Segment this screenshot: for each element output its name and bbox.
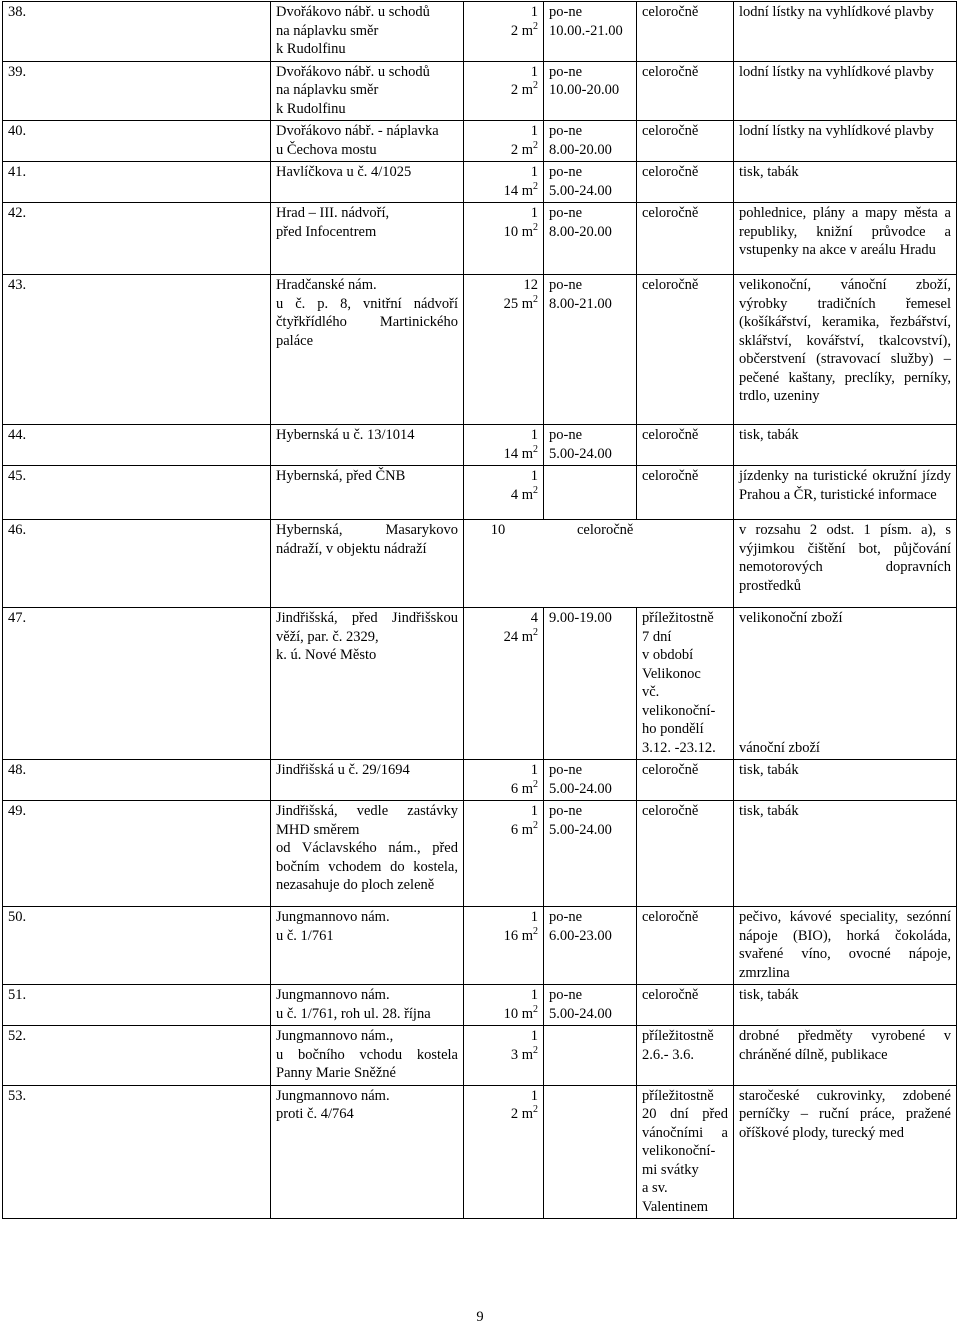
location-line: před Infocentrem <box>276 223 377 240</box>
table-row <box>3 801 957 907</box>
location-line: k Rudolfinu <box>276 100 346 117</box>
period-line: celoročně <box>642 427 699 443</box>
size-line: 1 <box>530 4 538 20</box>
row-number: 53. <box>3 1085 271 1219</box>
size-cell <box>464 985 544 1026</box>
time-cell <box>544 2 637 62</box>
size-line: 2 $m^2$ <box>510 139 538 158</box>
period-line: příležitostně <box>642 1087 714 1104</box>
size-line: 6 $m^2$ <box>510 778 538 797</box>
goods-line: jízdenky na turistické okružní jízdy Prahou a ČR, turistické informace <box>739 468 951 503</box>
time-line: po-ne <box>549 277 583 293</box>
size-line: 14 $m^2$ <box>503 443 538 462</box>
size-line: 2 $m^2$ <box>510 80 538 98</box>
size-cell <box>464 1026 544 1086</box>
location-line: proti č. 4/764 <box>276 1106 354 1122</box>
location-line: na náplavku směr <box>276 22 379 39</box>
location-line: Hrad – III. nádvoří, <box>276 205 390 221</box>
time-line: 8.00-21.00 <box>549 295 612 312</box>
goods-line: pečivo, kávové speciality, sezónní nápoje (BIO), horká čokoláda, svařené víno, ovocné nápoje, zmrzlina <box>739 909 951 981</box>
table-row <box>3 203 957 275</box>
location-cell <box>271 608 464 760</box>
period-cell <box>637 760 734 801</box>
goods-line <box>739 628 951 647</box>
size-line: 1 <box>530 1028 538 1044</box>
size-cell <box>464 466 544 520</box>
size-line: 1 <box>530 427 538 443</box>
time-line: po-ne <box>549 123 583 139</box>
period-cell <box>637 275 734 425</box>
time-line: 9.00-19.00 <box>549 610 612 626</box>
size-cell <box>464 162 544 203</box>
location-cell <box>271 1026 464 1086</box>
period-line: celoročně <box>642 164 699 180</box>
row-number: 40. <box>3 121 271 162</box>
period-cell <box>637 425 734 466</box>
goods-cell <box>734 2 957 62</box>
time-line: po-ne <box>549 987 583 1003</box>
size-cell <box>464 61 544 121</box>
time-line: po-ne <box>549 63 583 80</box>
size-cell <box>464 203 544 275</box>
goods-cell <box>734 121 957 162</box>
table-row <box>3 985 957 1026</box>
time-line: 8.00-20.00 <box>549 141 612 158</box>
period-cell <box>637 608 734 760</box>
time-line: 5.00-24.00 <box>549 1005 612 1022</box>
size-line: 12 <box>523 277 538 293</box>
size-cell <box>464 121 544 162</box>
goods-line: tisk, tabák <box>739 762 799 778</box>
time-line: 5.00-24.00 <box>549 821 612 838</box>
period-line: 20 dní před vánočními a velikonoční-mi svátky <box>642 1106 728 1178</box>
location-cell <box>271 162 464 203</box>
time-cell <box>544 985 637 1026</box>
size-line: 6 $m^2$ <box>510 819 538 838</box>
goods-line <box>739 702 951 721</box>
location-line: u bočního vchodu kostela Panny Marie Sněžné <box>276 1046 458 1081</box>
period-line: celoročně <box>642 762 699 778</box>
table-row <box>3 1026 957 1086</box>
stand-count: 10 <box>490 522 506 538</box>
size-cell <box>464 907 544 985</box>
period-cell <box>637 162 734 203</box>
location-line: Jungmannovo nám. <box>276 909 390 925</box>
size-line: 4 <box>530 610 538 626</box>
time-line: po-ne <box>549 164 583 180</box>
location-line: Dvořákovo nábř. u schodů <box>276 63 430 80</box>
goods-line: tisk, tabák <box>739 427 799 443</box>
time-cell <box>544 275 637 425</box>
period-line: Valentinem <box>642 1198 709 1215</box>
time-line: po-ne <box>549 909 583 925</box>
location-cell <box>271 760 464 801</box>
location-cell <box>271 1085 464 1219</box>
period-line: ho pondělí <box>642 721 704 737</box>
size-line: 25 $m^2$ <box>503 293 538 312</box>
location-line: k Rudolfinu <box>276 41 346 57</box>
size-line: 1 <box>530 205 538 221</box>
location-line: od Václavského nám., před bočním vchodem do kostela, nezasahuje do ploch zeleně <box>276 840 458 893</box>
size-line: 1 <box>530 1087 538 1104</box>
time-cell <box>544 203 637 275</box>
goods-cell <box>734 203 957 275</box>
goods-line: drobné předměty vyrobené v chráněné dílně, publikace <box>739 1028 951 1063</box>
location-cell <box>271 520 464 608</box>
size-line: 16 $m^2$ <box>503 925 538 944</box>
table-row <box>3 2 957 62</box>
size-line: 24 $m^2$ <box>503 626 538 645</box>
period-line: 3.12. -23.12. <box>642 739 716 756</box>
period-line: 2.6.- 3.6. <box>642 1046 694 1063</box>
location-line: Hybernská, Masarykovo nádraží, v objektu nádraží <box>276 522 458 557</box>
row-number: 47. <box>3 608 271 760</box>
location-cell <box>271 801 464 907</box>
location-line: u č. 1/761 <box>276 927 334 944</box>
location-line: Jindřišská, vedle zastávky MHD směrem <box>276 803 458 838</box>
period-line: celoročně <box>642 468 699 484</box>
goods-cell <box>734 275 957 425</box>
time-cell <box>544 61 637 121</box>
goods-line: pohlednice, plány a mapy města a republiky, knižní průvodce a vstupenky na akce v areálu Hradu <box>739 205 951 258</box>
size-line: 1 <box>530 762 538 778</box>
size-cell <box>464 425 544 466</box>
time-line: 5.00-24.00 <box>549 182 612 199</box>
size-cell <box>464 608 544 760</box>
location-line: u č. p. 8, vnitřní nádvoří čtyřkřídlého Martinického paláce <box>276 295 458 349</box>
goods-cell <box>734 520 957 608</box>
goods-line <box>739 646 951 665</box>
row-number: 38. <box>3 2 271 62</box>
size-cell <box>464 760 544 801</box>
goods-line: tisk, tabák <box>739 803 799 819</box>
period-line: příležitostně <box>642 610 714 626</box>
size-cell <box>464 2 544 62</box>
location-cell <box>271 121 464 162</box>
location-line: Havlíčkova u č. 4/1025 <box>276 164 412 180</box>
location-line: u č. 1/761, roh ul. 28. října <box>276 1005 431 1022</box>
table-row <box>3 1085 957 1219</box>
period-line: celoročně <box>642 803 699 819</box>
table-row <box>3 466 957 520</box>
table-row <box>3 608 957 760</box>
time-cell <box>544 907 637 985</box>
size-line: 1 <box>530 164 538 180</box>
period-line: 7 dní <box>642 628 672 645</box>
merged-size-period-cell <box>464 520 734 608</box>
goods-line: lodní lístky na vyhlídkové plavby <box>739 63 934 80</box>
period-line: vč. <box>642 684 660 700</box>
location-line: na náplavku směr <box>276 82 379 98</box>
goods-line: lodní lístky na vyhlídkové plavby <box>739 4 934 20</box>
period-line: celoročně <box>642 205 699 221</box>
table-row <box>3 520 957 608</box>
size-line: 1 <box>530 468 538 484</box>
period-cell <box>637 985 734 1026</box>
row-number: 48. <box>3 760 271 801</box>
period-cell <box>637 2 734 62</box>
row-number: 41. <box>3 162 271 203</box>
period-text: celoročně <box>577 522 634 538</box>
location-line: Dvořákovo nábř. - náplavka <box>276 123 439 139</box>
stand-table-body <box>3 2 957 1219</box>
period-line: celoročně <box>642 123 699 139</box>
location-cell <box>271 2 464 62</box>
table-row <box>3 162 957 203</box>
location-line: Jindřišská, před Jindřišskou věží, par. č. 2329, <box>276 610 458 645</box>
table-row <box>3 425 957 466</box>
time-cell <box>544 801 637 907</box>
page-number: 9 <box>476 1309 484 1325</box>
period-cell <box>637 466 734 520</box>
location-cell <box>271 466 464 520</box>
time-line: po-ne <box>549 427 583 443</box>
stand-table <box>2 1 957 1219</box>
location-line: Dvořákovo nábř. u schodů <box>276 4 430 20</box>
row-number: 52. <box>3 1026 271 1086</box>
location-line: u Čechova mostu <box>276 141 377 158</box>
size-cell <box>464 275 544 425</box>
row-number: 42. <box>3 203 271 275</box>
time-line: 6.00-23.00 <box>549 927 612 944</box>
size-line: 1 <box>530 803 538 819</box>
time-cell <box>544 1026 637 1086</box>
goods-line: velikonoční, vánoční zboží, výrobky tradičních řemesel (košíkářství, keramika, řezbářství, sklářství, kovářství, tkalcovství), občerstvení (stravovací služby) – pečené kaštany, preclíky, perníky, trdlo, uzeniny <box>739 277 951 404</box>
size-cell <box>464 801 544 907</box>
time-cell <box>544 162 637 203</box>
period-line: celoročně <box>642 277 699 293</box>
time-line: po-ne <box>549 762 583 778</box>
goods-cell <box>734 162 957 203</box>
time-line: po-ne <box>549 4 583 20</box>
location-line: Hybernská u č. 13/1014 <box>276 427 415 443</box>
location-line: Jungmannovo nám. <box>276 987 390 1003</box>
goods-cell <box>734 907 957 985</box>
location-line: Jindřišská u č. 29/1694 <box>276 762 410 778</box>
goods-line <box>739 665 951 684</box>
size-line: 1 <box>530 63 538 80</box>
location-line: Jungmannovo nám. <box>276 1087 390 1104</box>
location-cell <box>271 985 464 1026</box>
time-cell <box>544 425 637 466</box>
goods-cell <box>734 61 957 121</box>
goods-cell <box>734 425 957 466</box>
period-line: v období <box>642 647 694 663</box>
row-number: 39. <box>3 61 271 121</box>
location-cell <box>271 907 464 985</box>
period-cell <box>637 1085 734 1219</box>
row-number: 50. <box>3 907 271 985</box>
goods-line: v rozsahu 2 odst. 1 písm. a), s výjimkou čištění bot, půjčování nemotorových dopravních prostředků <box>739 522 951 594</box>
time-cell <box>544 608 637 760</box>
goods-cell <box>734 608 957 760</box>
size-line: 14 $m^2$ <box>503 180 538 199</box>
size-cell <box>464 1085 544 1219</box>
period-cell <box>637 61 734 121</box>
time-line: 5.00-24.00 <box>549 445 612 462</box>
size-line: 2 $m^2$ <box>510 1104 538 1122</box>
location-line: k. ú. Nové Město <box>276 647 377 663</box>
time-cell <box>544 121 637 162</box>
time-cell <box>544 1085 637 1219</box>
goods-cell <box>734 801 957 907</box>
goods-cell <box>734 1085 957 1219</box>
goods-cell <box>734 985 957 1026</box>
size-line: 1 <box>530 123 538 139</box>
location-cell <box>271 203 464 275</box>
period-cell <box>637 203 734 275</box>
goods-line: tisk, tabák <box>739 164 799 180</box>
goods-cell <box>734 760 957 801</box>
row-number: 43. <box>3 275 271 425</box>
location-cell <box>271 425 464 466</box>
time-cell <box>544 466 637 520</box>
location-cell <box>271 61 464 121</box>
goods-cell <box>734 466 957 520</box>
row-number: 46. <box>3 520 271 608</box>
size-line: 4 $m^2$ <box>510 484 538 503</box>
location-line: Hybernská, před ČNB <box>276 468 406 484</box>
time-line: 5.00-24.00 <box>549 780 612 797</box>
location-line: Hradčanské nám. <box>276 277 377 293</box>
goods-line: vánoční zboží <box>739 739 820 756</box>
goods-line: staročeské cukrovinky, zdobené perníčky – ruční práce, pražené oříškové plody, turecký med <box>739 1087 951 1141</box>
period-line: celoročně <box>642 4 699 20</box>
table-row <box>3 121 957 162</box>
period-cell <box>637 1026 734 1086</box>
period-line: Velikonoc <box>642 665 701 682</box>
size-line: 1 <box>530 987 538 1003</box>
row-number: 51. <box>3 985 271 1026</box>
size-line: 10 $m^2$ <box>503 221 538 240</box>
period-cell <box>637 121 734 162</box>
period-line: celoročně <box>642 63 699 80</box>
location-cell <box>271 275 464 425</box>
goods-line <box>739 720 951 739</box>
table-row <box>3 275 957 425</box>
period-cell <box>637 907 734 985</box>
row-number: 44. <box>3 425 271 466</box>
goods-line: velikonoční zboží <box>739 610 843 626</box>
time-line: po-ne <box>549 205 583 221</box>
size-line: 1 <box>530 909 538 925</box>
goods-line <box>739 683 951 702</box>
goods-cell <box>734 1026 957 1086</box>
period-cell <box>637 801 734 907</box>
time-cell <box>544 760 637 801</box>
period-line: velikonoční- <box>642 702 716 719</box>
size-line: 10 $m^2$ <box>503 1003 538 1022</box>
goods-line: tisk, tabák <box>739 987 799 1003</box>
period-line: a sv. <box>642 1180 668 1196</box>
row-number: 45. <box>3 466 271 520</box>
time-line: 10.00-20.00 <box>549 82 620 98</box>
time-line: 8.00-20.00 <box>549 223 612 240</box>
table-row <box>3 907 957 985</box>
time-line: 10.00.-21.00 <box>549 22 623 39</box>
size-line: 3 $m^2$ <box>510 1044 538 1063</box>
time-line: po-ne <box>549 803 583 819</box>
size-line: 2 $m^2$ <box>510 20 538 39</box>
table-row <box>3 61 957 121</box>
goods-line: lodní lístky na vyhlídkové plavby <box>739 123 934 139</box>
period-line: celoročně <box>642 909 699 925</box>
period-line: příležitostně <box>642 1028 714 1044</box>
table-row <box>3 760 957 801</box>
row-number: 49. <box>3 801 271 907</box>
period-line: celoročně <box>642 987 699 1003</box>
location-line: Jungmannovo nám., <box>276 1028 394 1044</box>
